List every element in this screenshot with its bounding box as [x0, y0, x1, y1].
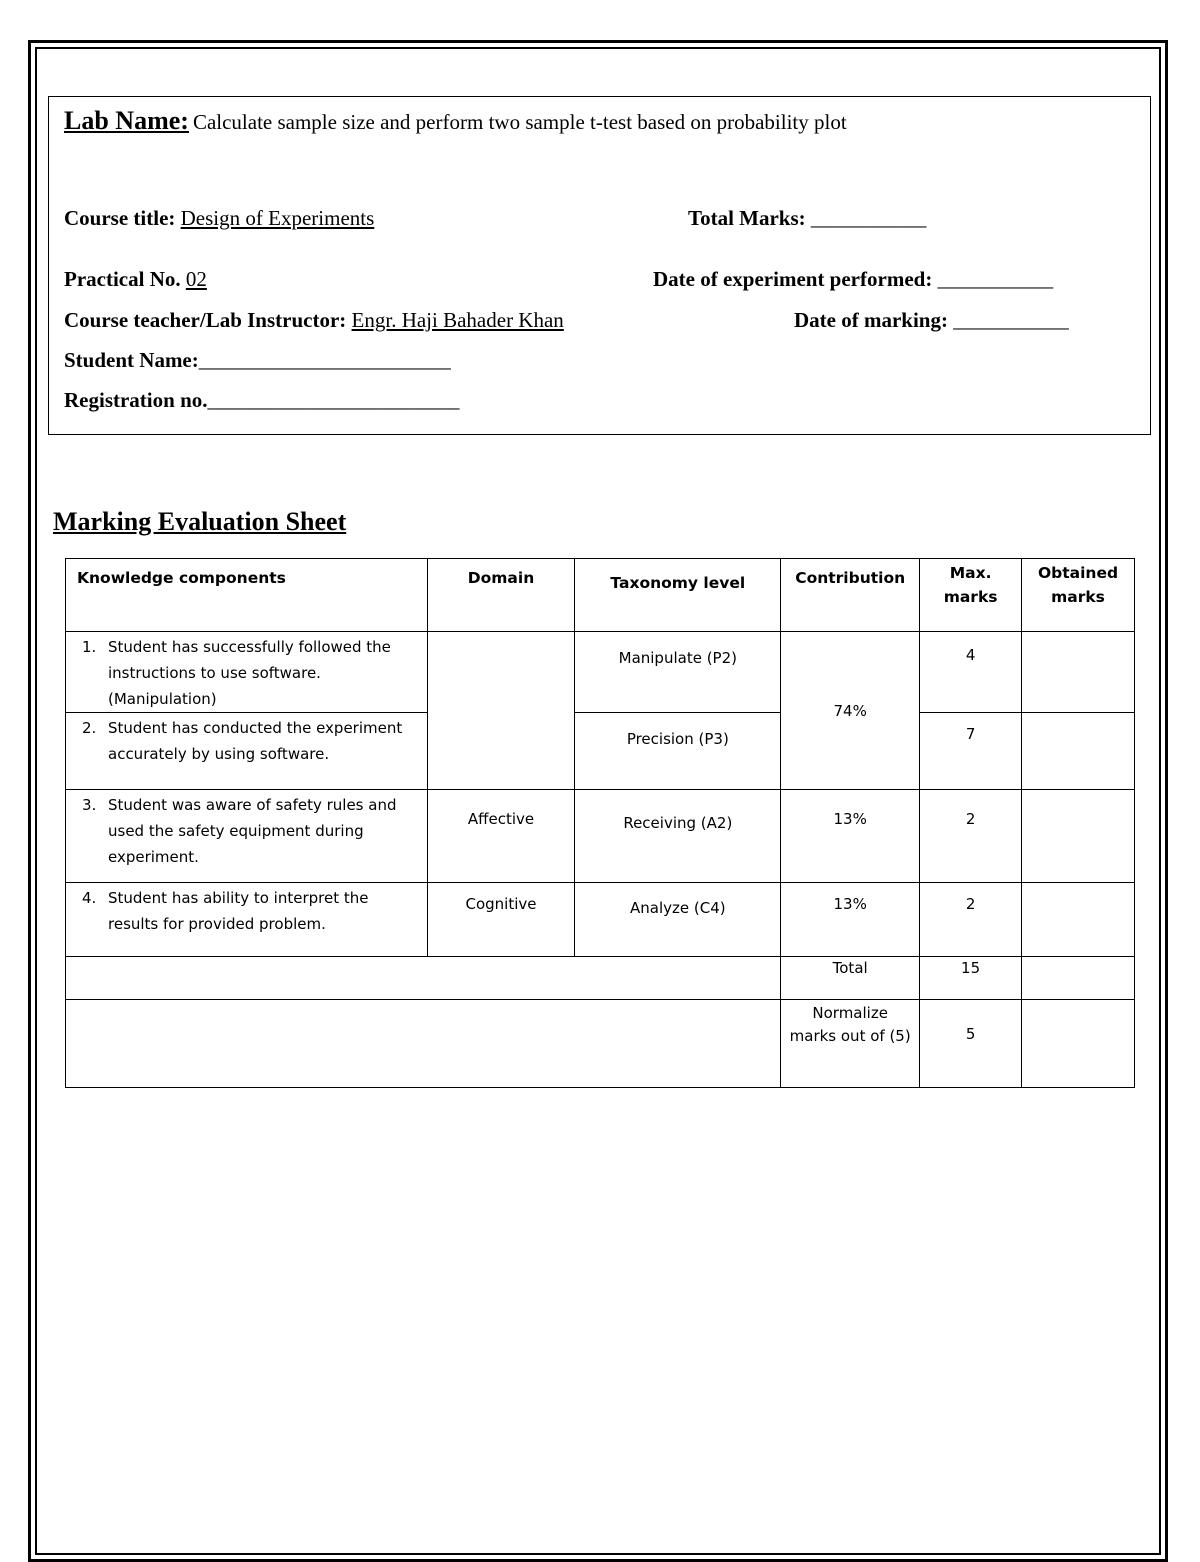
lab-info-box — [48, 96, 1151, 435]
date-performed-line — [653, 267, 1053, 292]
max-marks-cell: 4 — [920, 632, 1022, 713]
total-marks-field[interactable]: ___________ — [810, 206, 927, 230]
date-performed-field[interactable]: ___________ — [937, 267, 1054, 291]
obtained-marks-cell[interactable] — [1022, 790, 1135, 883]
instructor-line — [64, 308, 564, 333]
student-name-line — [64, 348, 451, 373]
student-name-field[interactable]: ________________________ — [198, 348, 451, 372]
obtained-marks-cell[interactable] — [1022, 632, 1135, 713]
table-row — [66, 883, 1135, 957]
total-row-spacer — [66, 957, 781, 1000]
taxonomy-cell: Precision (P3) — [575, 713, 781, 790]
header-knowledge-components: Knowledge components — [66, 559, 428, 632]
course-title-line — [64, 206, 374, 231]
lab-name-line — [64, 106, 847, 136]
total-max-marks: 15 — [920, 957, 1022, 1000]
course-title-value: Design of Experiments — [180, 206, 375, 230]
knowledge-component-cell — [66, 883, 428, 957]
contribution-cell-psychomotor: 74% — [781, 632, 920, 790]
domain-cell: Affective — [427, 790, 575, 883]
contribution-cell: 13% — [781, 790, 920, 883]
header-max-marks: Max. marks — [920, 559, 1022, 632]
total-marks-label: Total Marks: — [688, 206, 806, 230]
domain-cell: Cognitive — [427, 883, 575, 957]
total-obtained-marks[interactable] — [1022, 957, 1135, 1000]
row-number: 2. — [82, 719, 97, 737]
practical-value: 02 — [185, 267, 207, 291]
table-row — [66, 790, 1135, 883]
knowledge-component-cell — [66, 632, 428, 713]
max-marks-cell: 7 — [920, 713, 1022, 790]
obtained-marks-cell[interactable] — [1022, 883, 1135, 957]
header-obtained-marks: Obtained marks — [1022, 559, 1135, 632]
normalize-row-spacer — [66, 1000, 781, 1088]
knowledge-component-cell — [66, 713, 428, 790]
registration-line — [64, 388, 460, 413]
date-marking-label: Date of marking: — [794, 308, 948, 332]
date-marking-line — [794, 308, 1069, 333]
evaluation-sheet-heading: Marking Evaluation Sheet — [53, 507, 347, 536]
max-marks-cell: 2 — [920, 790, 1022, 883]
practical-line — [64, 267, 207, 292]
normalize-row — [66, 1000, 1135, 1088]
max-marks-cell: 2 — [920, 883, 1022, 957]
domain-cell-psychomotor — [427, 632, 575, 790]
lab-name-value: Calculate sample size and perform two sample t-test based on probability plot — [192, 110, 847, 134]
table-row — [66, 713, 1135, 790]
practical-label: Practical No. — [64, 267, 181, 291]
row-text: Student was aware of safety rules and used the safety equipment during experiment. — [108, 796, 397, 866]
instructor-value: Engr. Haji Bahader Khan — [351, 308, 564, 332]
table-row — [66, 632, 1135, 713]
contribution-cell: 13% — [781, 883, 920, 957]
total-label: Total — [781, 957, 920, 1000]
normalize-max-marks: 5 — [920, 1000, 1022, 1088]
taxonomy-cell: Receiving (A2) — [575, 790, 781, 883]
row-number: 4. — [82, 889, 97, 907]
row-text: Student has conducted the experiment accurately by using software. — [108, 719, 403, 763]
course-title-label: Course title: — [64, 206, 176, 230]
registration-field[interactable]: ________________________ — [207, 388, 460, 412]
row-text: Student has ability to interpret the results for provided problem. — [108, 889, 369, 933]
student-name-label: Student Name: — [64, 348, 199, 372]
header-taxonomy-level: Taxonomy level — [575, 559, 781, 632]
header-domain: Domain — [427, 559, 575, 632]
taxonomy-cell: Analyze (C4) — [575, 883, 781, 957]
row-number: 1. — [82, 638, 97, 656]
normalize-label: Normalize marks out of (5) — [781, 1000, 920, 1088]
evaluation-table — [65, 558, 1135, 1088]
total-marks-line — [688, 206, 926, 231]
instructor-label: Course teacher/Lab Instructor: — [64, 308, 347, 332]
total-row — [66, 957, 1135, 1000]
obtained-marks-cell[interactable] — [1022, 713, 1135, 790]
row-number: 3. — [82, 796, 97, 814]
table-header-row — [66, 559, 1135, 632]
taxonomy-cell: Manipulate (P2) — [575, 632, 781, 713]
knowledge-component-cell — [66, 790, 428, 883]
header-contribution: Contribution — [781, 559, 920, 632]
row-text: Student has successfully followed the instructions to use software. (Manipulation) — [108, 638, 391, 708]
lab-name-label: Lab Name: — [64, 106, 189, 135]
normalize-obtained-marks[interactable] — [1022, 1000, 1135, 1088]
date-performed-label: Date of experiment performed: — [653, 267, 933, 291]
registration-label: Registration no. — [64, 388, 208, 412]
date-marking-field[interactable]: ___________ — [953, 308, 1069, 332]
